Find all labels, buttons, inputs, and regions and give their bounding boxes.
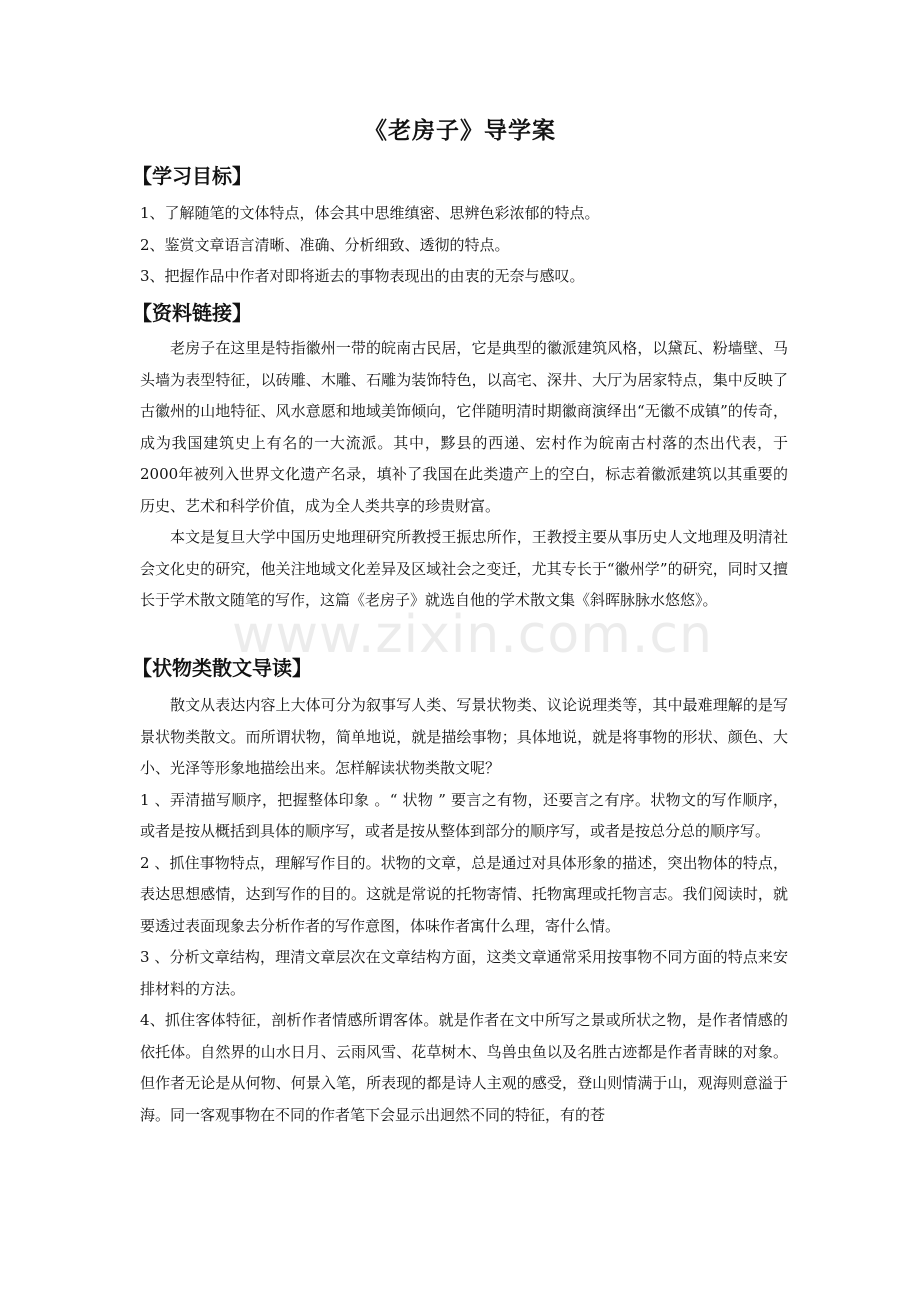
paragraph: 本文是复旦大学中国历史地理研究所教授王振忠所作，王教授主要从事历史人文地理及明清社会文化史的研究，他关注地域文化差异及区域社会之变迁，尤其专长于“徽州学”的研究，同时又擅长于学术散文随笔的写作，这篇《老房子》就选自他的学术散文集《斜晖脉脉水悠悠》。 — [140, 528, 788, 609]
list-item: 3 、分析文章结构，理清文章层次在文章结构方面，这类文章通常采用按事物不同方面的特点来安排材料的方法。 — [140, 948, 788, 998]
reading-guide-body — [140, 690, 788, 1131]
paragraph: 老房子在这里是特指徽州一带的皖南古民居，它是典型的徽派建筑风格，以黛瓦、粉墙壁、马头墙为表型特征，以砖雕、木雕、石雕为装饰特色，以高宅、深井、大厅为居家特点，集中反映了古徽州的山地特征、风水意愿和地域美饰倾向，它伴随明清时期徽商演绎出“无徽不成镇”的传奇，成为我国建筑史上有名的一大流派。其中，黟县的西递、宏村作为皖南古村落的杰出代表，于2000年被列入世界文化遗产名录，填补了我国在此类遗产上的空白，标志着徽派建筑以其重要的历史、艺术和科学价值，成为全人类共享的珍贵财富。 — [140, 339, 788, 515]
section-heading-reading-guide: 【状物类散文导读】 — [132, 656, 312, 680]
list-item: 3、把握作品中作者对即将逝去的事物表现出的由衷的无奈与感叹。 — [140, 267, 585, 285]
list-item: 2 、抓住事物特点，理解写作目的。状物的文章，总是通过对具体形象的描述，突出物体的特点，表达思想感情，达到写作的目的。这就是常说的托物寄情、托物寓理或托物言志。我们阅读时，就要透过表面现象去分析作者的写作意图，体味作者寓什么理，寄什么情。 — [140, 853, 788, 935]
section-heading-reference-links: 【资料链接】 — [132, 301, 252, 325]
learning-goals-list — [140, 198, 788, 293]
watermark: www.zixin.com.cn — [232, 605, 713, 665]
reference-links-body — [140, 333, 788, 617]
list-item: 1 、弄清描写顺序，把握整体印象 。“ 状物 ” 要言之有物，还要言之有序。状物文的写作顺序，或者是按从概括到具体的顺序写，或者是按从整体到部分的顺序写，或者是按总分总的顺序写。 — [140, 790, 788, 840]
list-item: 4、抓住客体特征，剖析作者情感所谓客体。就是作者在文中所写之景或所状之物，是作者情感的依托体。自然界的山水日月、云雨风雪、花草树木、鸟兽虫鱼以及名胜古迹都是作者青睐的对象。但作者无论是从何物、何景入笔，所表现的都是诗人主观的感受，登山则情满于山，观海则意溢于海。同一客观事物在不同的作者笔下会显示出迥然不同的特征，有的苍 — [140, 1011, 788, 1124]
list-item: 2、鉴赏文章语言清晰、准确、分析细致、透彻的特点。 — [140, 235, 510, 254]
section-heading-learning-goals: 【学习目标】 — [132, 164, 252, 188]
paragraph: 散文从表达内容上大体可分为叙事写人类、写景状物类、议论说理类等，其中最难理解的是写景状物类散文。而所谓状物，简单地说，就是描绘事物；具体地说，就是将事物的形状、颜色、大小、光泽等形象地描绘出来。怎样解读状物类散文呢？ — [140, 696, 788, 777]
page-title: 《老房子》导学案 — [364, 118, 556, 144]
list-item: 1、了解随笔的文体特点，体会其中思维缜密、思辨色彩浓郁的特点。 — [140, 204, 600, 222]
